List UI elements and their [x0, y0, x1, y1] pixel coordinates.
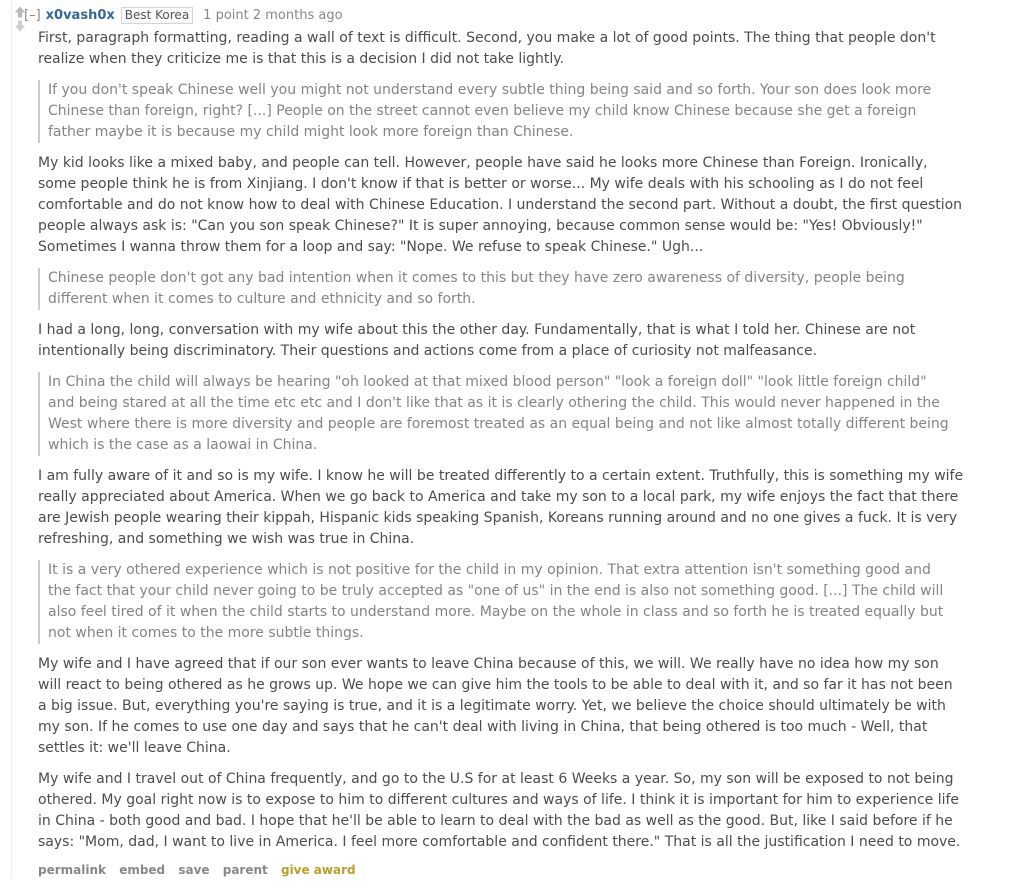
quoted-text: It is a very othered experience which is not positive for the child in my opinion. That extra attention isn't something good and the fact that your child never going to be truly accepted as "one of us" in the end is also not something good. [...] The child will also feel tired of it when the child starts to understand more. Maybe on the whole in class and so forth he is treated equally but not when it comes to the more subtle things.	[38, 560, 964, 644]
author-link[interactable]: x0vash0x	[45, 8, 115, 23]
give-award-button[interactable]: give award	[280, 863, 356, 877]
vote-column	[13, 6, 27, 32]
comment-paragraph: My wife and I have agreed that if our son ever wants to leave China because of this, we will. We really have no idea how my son will react to being othered as he grows up. We hope we can give him the tools to be able to deal with it, and so far it has not been a big issue. But, everything you're saying is true, and it is a legitimate worry. Yet, we believe the choice should ultimately be with my son. If he comes to use one day and says that he can't deal with living in China, that being othered is too much - Well, that settles it: we'll leave China.	[38, 656, 953, 756]
upvote-icon[interactable]	[14, 6, 26, 18]
quoted-text: If you don't speak Chinese well you might not understand every subtle thing being said and so forth. Your son does look more Chinese than foreign, right? [...] People on the street cannot even believe my child know Chinese because she get a foreign father maybe it is because my child might look more foreign than Chinese.	[38, 80, 964, 143]
score-and-time: 1 point 2 months ago	[203, 8, 343, 23]
user-flair-badge: Best Korea	[121, 7, 193, 24]
embed-button[interactable]: embed	[119, 863, 166, 877]
permalink-button[interactable]: permalink	[38, 863, 106, 877]
parent-button[interactable]: parent	[222, 863, 268, 877]
quoted-text: In China the child will always be hearing "oh looked at that mixed blood person" "look a foreign doll" "look little foreign child" and being stared at all the time etc etc and I don't like that as it is clearly othering the child. This would never happened in the West where there is more diversity and people are foremost treated as an equal being and not like almost totally different being which is the case as a laowai in China.	[38, 372, 964, 456]
comment-paragraph: I had a long, long, conversation with my wife about this the other day. Fundamentally, that is what I told her. Chinese are not intentionally being discriminatory. Their questions and actions come from a place of curiosity not malfeasance.	[38, 322, 916, 359]
downvote-icon[interactable]	[14, 20, 26, 32]
comment-entry	[24, 8, 964, 885]
quoted-text: Chinese people don't got any bad intention when it comes to this but they have zero awareness of diversity, people being different when it comes to culture and ethnicity and so forth.	[38, 268, 964, 310]
collapse-toggle[interactable]: [–]	[24, 8, 41, 23]
comment-tagline	[24, 8, 964, 23]
comment-paragraph: First, paragraph formatting, reading a wall of text is difficult. Second, you make a lot of good points. The thing that people don't realize when they criticize me is that this is a decision I did not take lightly.	[38, 30, 936, 67]
comment-body	[38, 28, 964, 853]
comment-paragraph: My wife and I travel out of China frequently, and go to the U.S for at least 6 Weeks a year. So, my son will be exposed to not being othered. My goal right now is to expose to him to different cultures and ways of life. I think it is important for him to experience life in China - both good and bad. I hope that he'll be able to learn to deal with the bad as well as the good. But, like I said before if he says: "Mom, dad, I want to live in America. I feel more comfortable and confident there." That is all the justification I need to move.	[38, 771, 961, 850]
comment-paragraph: My kid looks like a mixed baby, and people can tell. However, people have said he looks more Chinese than Foreign. Ironically, some people think he is from Xinjiang. I don't know if that is better or worse... My wife deals with his schooling as I do not feel comfortable and do not know how to deal with Chinese Education. I understand the second part. Without a doubt, the first question people always ask is: "Can you son speak Chinese?" It is super annoying, because common sense would be: "Yes! Obviously!" Sometimes I wanna throw them for a loop and say: "Nope. We refuse to speak Chinese." Ugh...	[38, 155, 963, 255]
comment-thread-line	[11, 0, 12, 878]
save-button[interactable]: save	[178, 863, 210, 877]
comment-paragraph: I am fully aware of it and so is my wife. I know he will be treated differently to a certain extent. Truthfully, this is something my wife really appreciated about America. When we go back to America and take my son to a local park, my wife enjoys the fact that there are Jewish people wearing their kippah, Hispanic kids speaking Spanish, Koreans running around and no one gives a fuck. It is very refreshing, and something we wish was true in China.	[38, 468, 964, 547]
comment-action-bar	[38, 863, 964, 885]
